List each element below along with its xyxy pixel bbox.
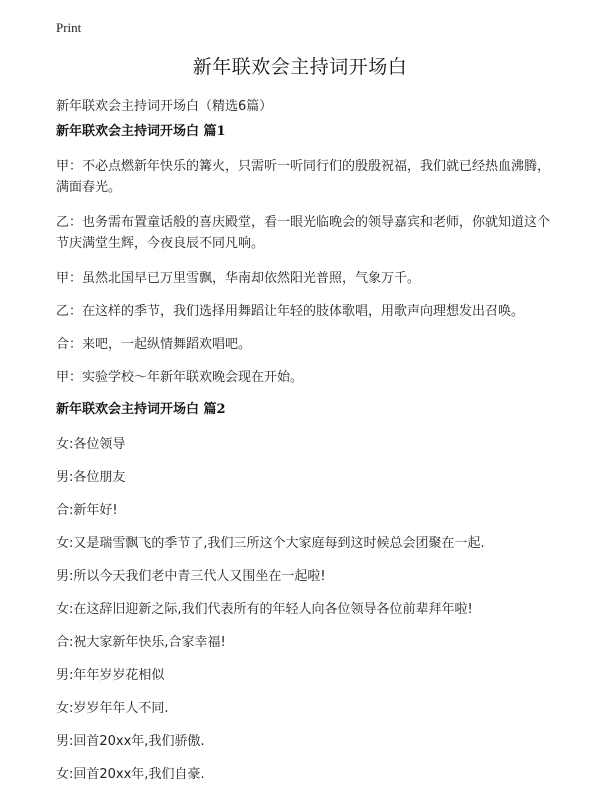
paragraph: 合:新年好!	[56, 503, 118, 518]
page-title: 新年联欢会主持词开场白	[192, 56, 408, 78]
section-2	[56, 400, 556, 785]
paragraph: 合:祝大家新年快乐,合家幸福!	[56, 635, 226, 650]
paragraph: 女:回首20xx年,我们自豪.	[56, 767, 205, 782]
paragraph: 甲：实验学校～年新年联欢晚会现在开始。	[56, 370, 304, 385]
paragraph: 男:回首20xx年,我们骄傲.	[56, 734, 205, 749]
page-subtitle: 新年联欢会主持词开场白（精选6篇）	[56, 99, 273, 114]
document-body	[56, 122, 556, 797]
print-label: Print	[56, 20, 82, 35]
paragraph: 女:又是瑞雪飘飞的季节了,我们三所这个大家庭每到这时候总会团聚在一起.	[56, 536, 485, 551]
paragraph: 合：来吧，一起纵情舞蹈欢唱吧。	[56, 337, 252, 352]
paragraph: 女:在这辞旧迎新之际,我们代表所有的年轻人向各位领导各位前辈拜年啦!	[56, 602, 473, 617]
paragraph: 甲：不必点燃新年快乐的篝火，只需听一听同行们的殷殷祝福，我们就已经热血沸腾，满面春光。	[56, 159, 551, 195]
paragraph: 女:各位领导	[56, 437, 126, 452]
paragraph: 女:岁岁年年人不同.	[56, 701, 169, 716]
section-heading: 新年联欢会主持词开场白 篇2	[56, 402, 226, 417]
section-heading: 新年联欢会主持词开场白 篇1	[56, 124, 226, 139]
paragraph: 男:年年岁岁花相似	[56, 668, 165, 683]
paragraph: 乙：在这样的季节，我们选择用舞蹈让年轻的肢体歌唱，用歌声向理想发出召唤。	[56, 304, 525, 319]
section-1	[56, 122, 556, 388]
paragraph: 男:各位朋友	[56, 470, 126, 485]
paragraph: 乙：也务需布置童话般的喜庆殿堂，看一眼光临晚会的领导嘉宾和老师，你就知道这个节庆满堂生辉，今夜良辰不同凡响。	[56, 215, 551, 251]
paragraph: 甲：虽然北国早已万里雪飘，华南却依然阳光普照，气象万千。	[56, 271, 421, 286]
paragraph: 男:所以今天我们老中青三代人又围坐在一起啦!	[56, 569, 326, 584]
